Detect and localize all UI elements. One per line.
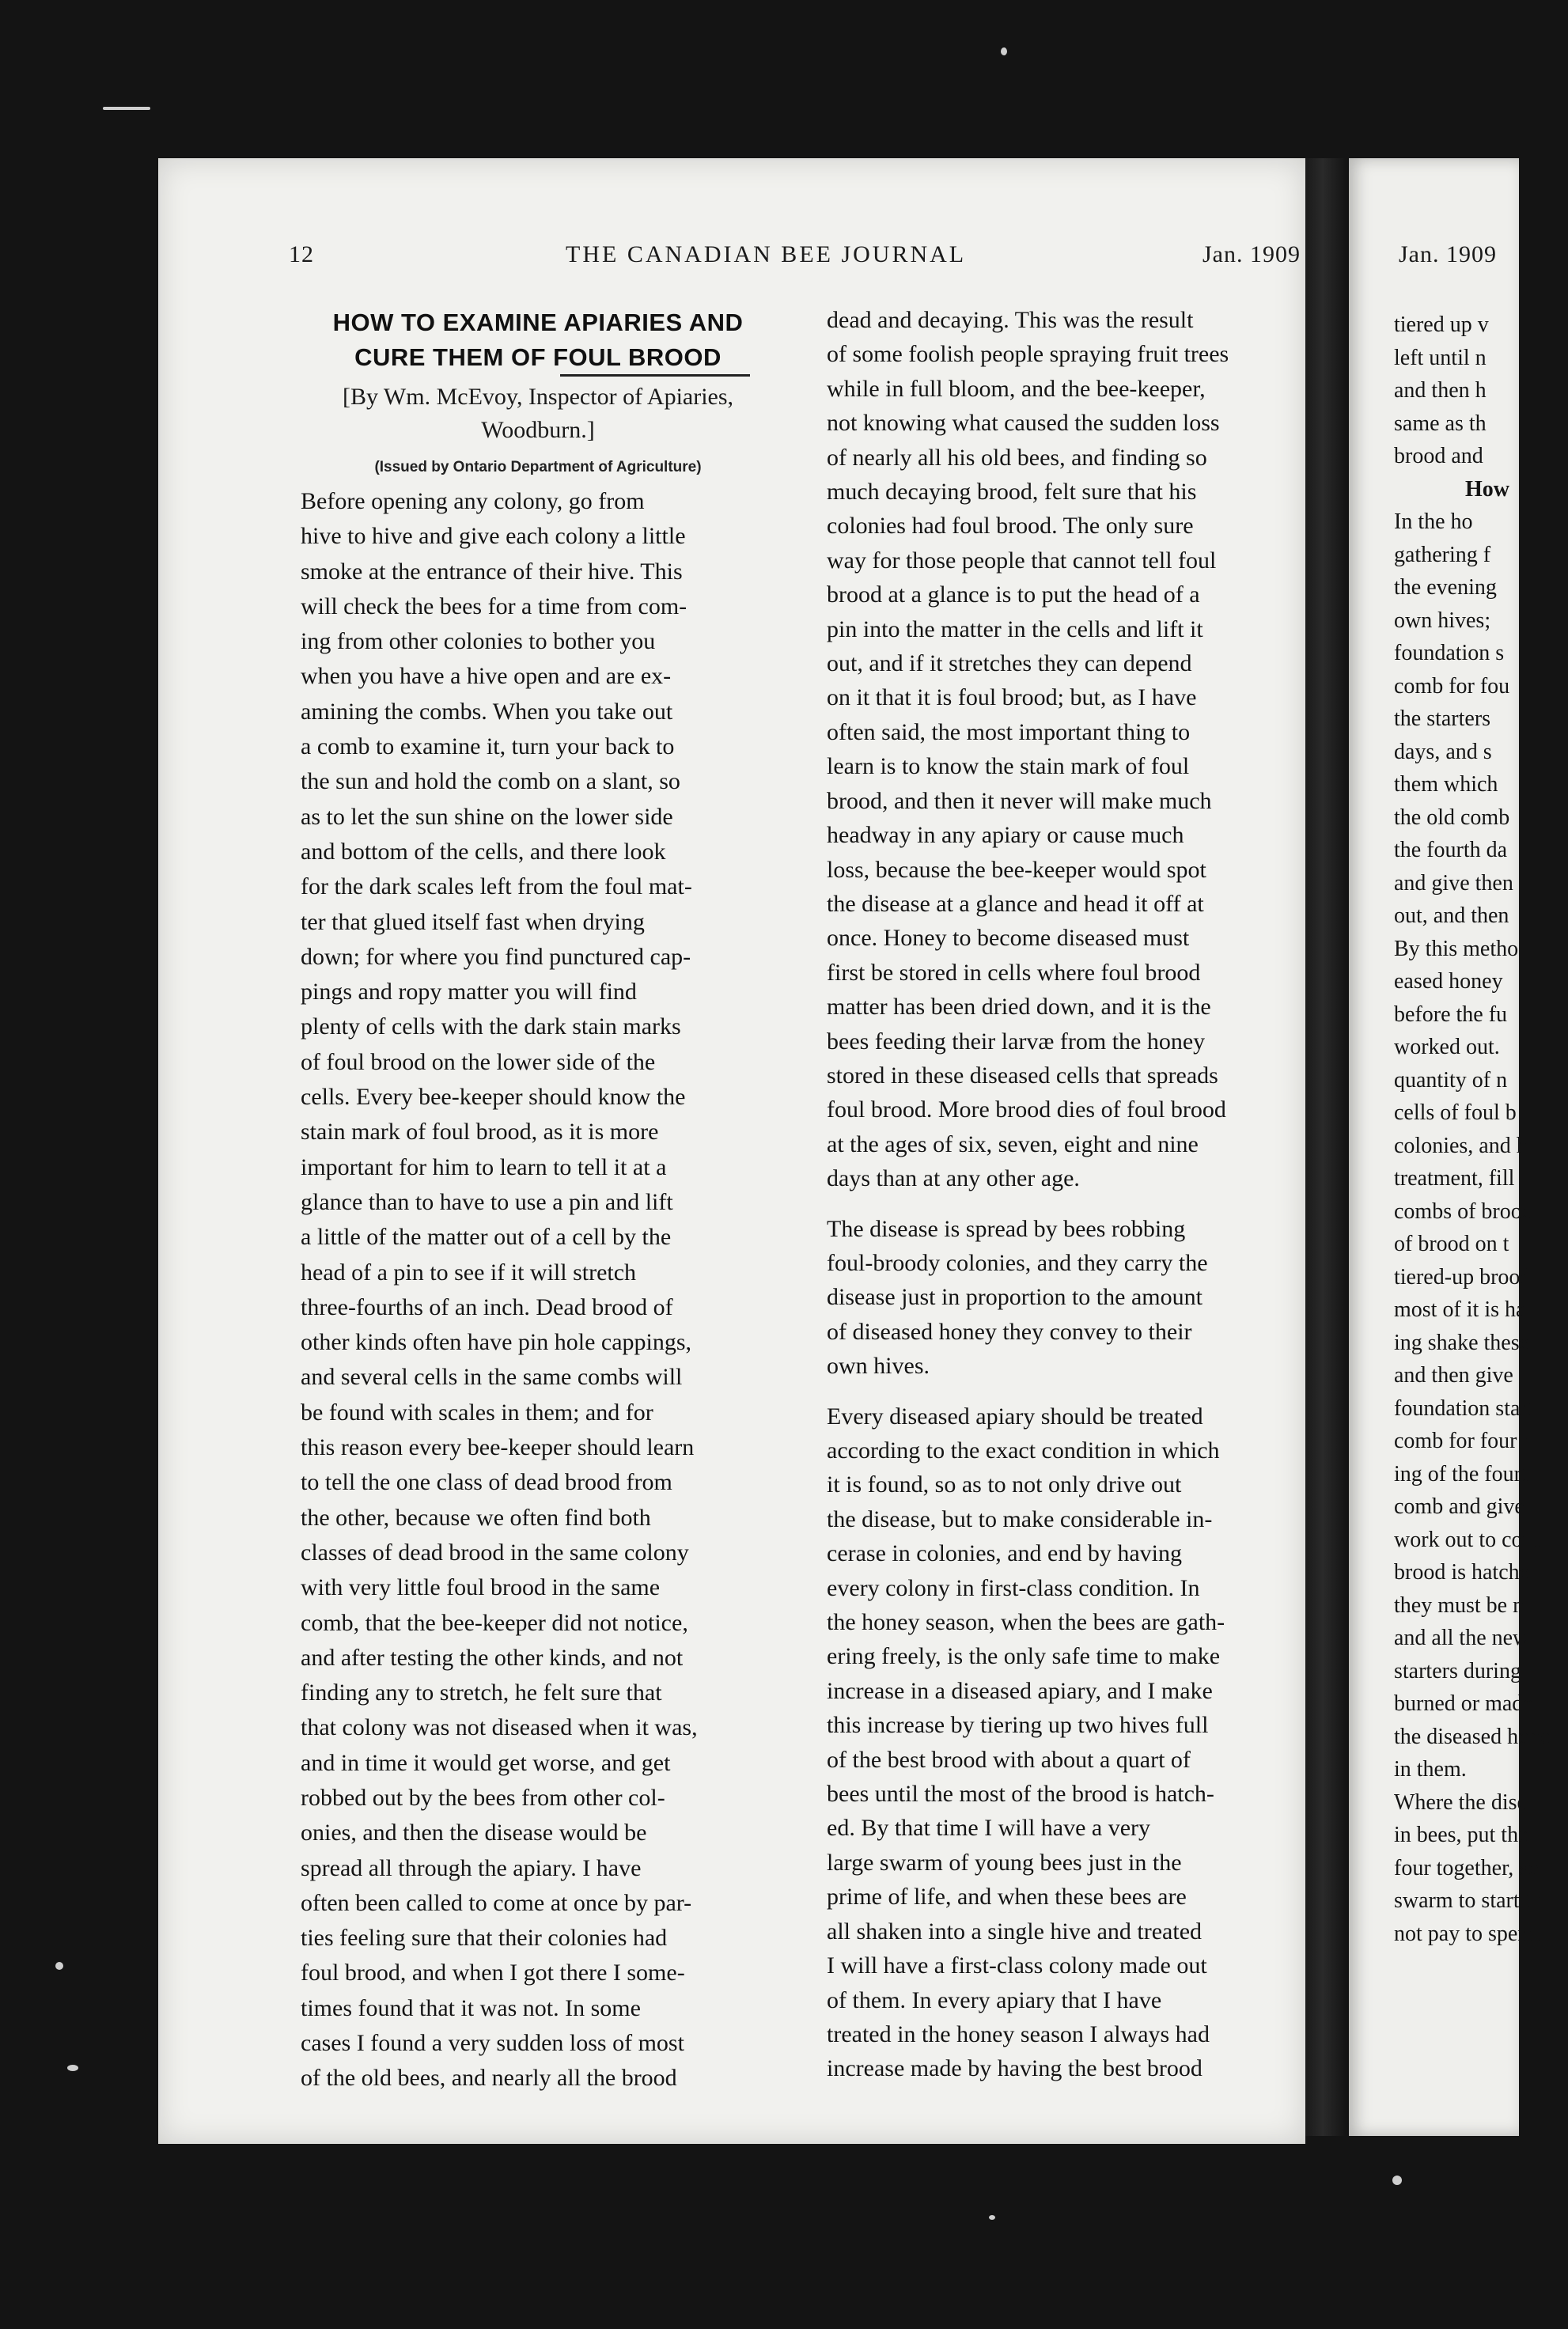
body-text-line: of them. In every apiary that I have <box>827 1986 1162 2013</box>
body-text-line: disease just in proportion to the amount <box>827 1284 1203 1311</box>
body-text-line: often been called to come at once by par- <box>301 1889 692 1916</box>
body-text-line: the sun and hold the comb on a slant, so <box>301 768 680 795</box>
facing-page-text-line: four together, so <box>1394 1855 1540 1880</box>
body-text-line: and bottom of the cells, and there look <box>301 838 666 865</box>
title-underline <box>560 374 750 377</box>
body-text-line: days than at any other age. <box>827 1165 1080 1192</box>
body-text-line: it is found, so as to not only drive out <box>827 1471 1182 1498</box>
body-text-line: that colony was not diseased when it was, <box>301 1714 698 1741</box>
journal-title: THE CANADIAN BEE JOURNAL <box>566 241 967 267</box>
facing-page-text-line: in bees, put the <box>1394 1823 1528 1847</box>
body-text-line: of foul brood on the lower side of the <box>301 1048 656 1075</box>
facing-page-column <box>1394 309 1568 1950</box>
facing-page-text-line: eased honey <box>1394 969 1503 994</box>
body-text-line: all shaken into a single hive and treated <box>827 1918 1203 1945</box>
body-text-line: when you have a hive open and are ex- <box>301 663 672 690</box>
facing-page-text-line: out, and then <box>1394 903 1509 928</box>
body-text-line: stain mark of foul brood, as it is more <box>301 1119 659 1146</box>
facing-page-text-line: tiered-up brood <box>1394 1264 1532 1289</box>
body-text-line: bees until the most of the brood is hatch- <box>827 1781 1214 1808</box>
body-text-line: foul brood. More brood dies of foul brood <box>827 1096 1226 1123</box>
body-text-line: onies, and then the disease would be <box>301 1820 647 1846</box>
body-text-line: cells. Every bee-keeper should know the <box>301 1084 686 1111</box>
facing-page-text-line: they must be m <box>1394 1592 1530 1618</box>
facing-page-text-line: ing shake these <box>1394 1330 1530 1355</box>
facing-page-text-line: comb for fou <box>1394 673 1510 699</box>
facing-page-text-line: and give then <box>1394 870 1513 896</box>
body-text-line: Every diseased apiary should be treated <box>827 1403 1203 1430</box>
facing-page-text-line: How <box>1465 476 1509 502</box>
body-text-line: Before opening any colony, go from <box>301 488 645 514</box>
paragraph-gap <box>827 1196 1301 1212</box>
body-text-line: and in time it would get worse, and get <box>301 1749 671 1776</box>
page-number: 12 <box>289 241 314 267</box>
body-text-line: pings and ropy matter you will find <box>301 979 637 1005</box>
body-text-line: as to let the sun shine on the lower side <box>301 803 673 830</box>
body-text-line: spread all through the apiary. I have <box>301 1854 642 1881</box>
body-text-line: prime of life, and when these bees are <box>827 1884 1187 1911</box>
facing-page-text-line: combs of brood <box>1394 1199 1533 1224</box>
facing-page-text-line: comb for four d <box>1394 1429 1534 1453</box>
facing-page-text-line: ing of the fourt <box>1394 1461 1528 1486</box>
body-text-line: will check the bees for a time from com- <box>301 593 687 619</box>
body-text-line: brood, and then it never will make much <box>827 787 1212 814</box>
article-column-2 <box>827 303 1301 2086</box>
body-text-line: once. Honey to become diseased must <box>827 925 1190 952</box>
issued-by-note: (Issued by Ontario Department of Agriculture) <box>374 459 702 475</box>
body-text-line: of diseased honey they convey to their <box>827 1318 1192 1345</box>
body-text-line: loss, because the bee-keeper would spot <box>827 856 1206 883</box>
facing-page-text-line: work out to com <box>1394 1527 1540 1552</box>
facing-page-text-line: comb and give <box>1394 1494 1524 1519</box>
body-text-line: much decaying brood, felt sure that his <box>827 479 1197 506</box>
film-speck <box>103 107 150 110</box>
facing-page-text-line: cells of foul b <box>1394 1100 1517 1125</box>
body-text-line: to tell the one class of dead brood from <box>301 1469 672 1496</box>
facing-page-text-line: and then give <box>1394 1363 1513 1388</box>
body-text-line: the disease at a glance and head it off at <box>827 890 1204 917</box>
body-text-line: stored in these diseased cells that spreads <box>827 1062 1218 1089</box>
body-text-line: other kinds often have pin hole cappings, <box>301 1329 692 1356</box>
facing-page-text-line: the starters <box>1394 706 1491 731</box>
body-text-line: ties feeling sure that their colonies had <box>301 1925 668 1952</box>
body-text-line: head of a pin to see if it will stretch <box>301 1259 637 1286</box>
facing-page-text-line: brood and <box>1394 444 1483 468</box>
body-text-line: dead and decaying. This was the result <box>827 307 1194 333</box>
facing-page-text-line: them which <box>1394 772 1498 797</box>
body-text-line: pin into the matter in the cells and lift it <box>827 615 1203 642</box>
body-text-line: matter has been dried down, and it is the <box>827 994 1211 1021</box>
film-speck <box>1392 2176 1402 2185</box>
body-text-line: increase in a diseased apiary, and I make <box>827 1677 1213 1704</box>
body-text-line: robbed out by the bees from other col- <box>301 1784 665 1811</box>
facing-page-text-line: swarm to start th <box>1394 1888 1543 1913</box>
facing-page-text-line: the old comb <box>1394 805 1510 830</box>
body-text-line: learn is to know the stain mark of foul <box>827 753 1190 780</box>
body-text-line: ter that glued itself fast when drying <box>301 908 645 935</box>
facing-page-text-line: tiered up v <box>1394 312 1489 337</box>
facing-page-text-line: own hives; <box>1394 608 1491 633</box>
body-text-line: the other, because we often find both <box>301 1504 651 1531</box>
body-text-line: at the ages of six, seven, eight and nine <box>827 1130 1199 1157</box>
facing-page-text-line: and all the new <box>1394 1626 1529 1650</box>
body-text-line: this increase by tiering up two hives full <box>827 1712 1209 1739</box>
article-column-1 <box>301 484 791 2096</box>
body-text-line: foul brood, and when I got there I some- <box>301 1960 685 1986</box>
body-text-line: the disease, but to make considerable in- <box>827 1505 1213 1532</box>
body-text-line: hive to hive and give each colony a little <box>301 523 686 550</box>
facing-page-text-line: the evening <box>1394 575 1497 600</box>
body-text-line: three-fourths of an inch. Dead brood of <box>301 1293 673 1320</box>
facing-page-text-line: By this metho <box>1394 936 1519 961</box>
film-speck <box>55 1962 63 1970</box>
body-text-line: large swarm of young bees just in the <box>827 1849 1182 1876</box>
body-text-line: ing from other colonies to bother you <box>301 628 656 655</box>
facing-page-text-line: foundation s <box>1394 641 1505 665</box>
facing-page-text-line: not pay to spend <box>1394 1921 1540 1946</box>
body-text-line: while in full bloom, and the bee-keeper, <box>827 375 1206 402</box>
facing-page-text-line: days, and s <box>1394 739 1492 764</box>
facing-page-text-line: In the ho <box>1394 509 1473 534</box>
body-text-line: way for those people that cannot tell foul <box>827 547 1217 574</box>
page-gutter <box>1305 158 1349 2136</box>
body-text-line: every colony in first-class condition. In <box>827 1574 1200 1601</box>
facing-page-text-line: and then h <box>1394 378 1487 403</box>
body-text-line: the honey season, when the bees are gath- <box>827 1609 1225 1636</box>
facing-page-text-line: of brood on t <box>1394 1232 1509 1256</box>
body-text-line: smoke at the entrance of their hive. This <box>301 558 683 585</box>
body-text-line: foul-broody colonies, and they carry the <box>827 1249 1208 1276</box>
byline: [By Wm. McEvoy, Inspector of Apiaries, <box>342 384 734 410</box>
body-text-line: of nearly all his old bees, and finding so <box>827 444 1207 471</box>
facing-page-text-line: foundation start <box>1394 1396 1534 1421</box>
facing-page-text-line: left until n <box>1394 345 1487 370</box>
facing-page-text-line: worked out. <box>1394 1035 1500 1059</box>
film-speck <box>989 2215 995 2220</box>
body-text-line: first be stored in cells where foul brood <box>827 959 1201 986</box>
body-text-line: cases I found a very sudden loss of most <box>301 2030 684 2057</box>
body-text-line: plenty of cells with the dark stain marks <box>301 1013 681 1040</box>
facing-page-date: Jan. 1909 <box>1399 241 1497 267</box>
paragraph-gap <box>827 1384 1301 1399</box>
body-text-line: a comb to examine it, turn your back to <box>301 733 675 760</box>
body-text-line: amining the combs. When you take out <box>301 698 673 725</box>
body-text-line: for the dark scales left from the foul mat- <box>301 873 692 900</box>
body-text-line: finding any to stretch, he felt sure that <box>301 1680 662 1706</box>
body-text-line: of some foolish people spraying fruit trees <box>827 341 1229 368</box>
body-text-line: out, and if it stretches they can depend <box>827 650 1192 677</box>
body-text-line: on it that it is foul brood; but, as I have <box>827 684 1197 711</box>
body-text-line: this reason every bee-keeper should learn <box>301 1434 695 1461</box>
body-text-line: times found that it was not. In some <box>301 1994 641 2021</box>
facing-page-text-line: colonies, and h <box>1394 1133 1528 1158</box>
body-text-line: headway in any apiary or cause much <box>827 822 1184 849</box>
body-text-line: be found with scales in them; and for <box>301 1399 653 1426</box>
body-text-line: not knowing what caused the sudden loss <box>827 410 1220 437</box>
body-text-line: own hives. <box>827 1353 930 1380</box>
body-text-line: with very little foul brood in the same <box>301 1574 661 1601</box>
facing-page-text-line: starters during <box>1394 1658 1521 1683</box>
body-text-line: and after testing the other kinds, and not <box>301 1644 684 1671</box>
body-text-line: increase made by having the best brood <box>827 2055 1203 2082</box>
facing-page-text-line: before the fu <box>1394 1002 1508 1027</box>
body-text-line: ering freely, is the only safe time to make <box>827 1643 1221 1670</box>
body-text-line: treated in the honey season I always had <box>827 2020 1210 2047</box>
facing-page-text-line: brood is hatche <box>1394 1560 1530 1585</box>
byline-location: Woodburn.] <box>481 417 595 443</box>
body-text-line: ed. By that time I will have a very <box>827 1815 1151 1842</box>
body-text-line: of the best brood with about a quart of <box>827 1746 1191 1773</box>
facing-page-text-line: the diseased hone <box>1394 1724 1551 1749</box>
facing-page-text-line: gathering f <box>1394 542 1491 567</box>
body-text-line: of the old bees, and nearly all the brood <box>301 2065 677 2092</box>
facing-page-text-line: the fourth da <box>1394 838 1508 862</box>
body-text-line: down; for where you find punctured cap- <box>301 943 691 970</box>
body-text-line: colonies had foul brood. The only sure <box>827 513 1194 540</box>
film-speck <box>67 2065 78 2071</box>
article-title-line-2: CURE THEM OF FOUL BROOD <box>354 343 722 371</box>
body-text-line: cerase in colonies, and end by having <box>827 1540 1183 1567</box>
body-text-line: classes of dead brood in the same colony <box>301 1539 689 1566</box>
body-text-line: brood at a glance is to put the head of a <box>827 581 1200 608</box>
article-title-line-1: HOW TO EXAMINE APIARIES AND <box>332 309 744 336</box>
body-text-line: glance than to have to use a pin and lift <box>301 1188 673 1215</box>
issue-date: Jan. 1909 <box>1203 241 1301 267</box>
body-text-line: important for him to learn to tell it at a <box>301 1153 667 1180</box>
body-text-line: a little of the matter out of a cell by the <box>301 1224 672 1251</box>
facing-page-text-line: in them. <box>1394 1757 1467 1782</box>
facing-page-text-line: burned or made <box>1394 1691 1533 1716</box>
body-text-line: and several cells in the same combs will <box>301 1364 683 1391</box>
facing-page-text-line: same as th <box>1394 411 1487 436</box>
facing-page-text-line: most of it is ha <box>1394 1297 1526 1322</box>
body-text-line: I will have a first-class colony made out <box>827 1952 1207 1979</box>
body-text-line: comb, that the bee-keeper did not notice, <box>301 1609 688 1636</box>
facing-page-text-line: Where the dise <box>1394 1789 1527 1815</box>
facing-page-text-line: treatment, fill <box>1394 1166 1515 1191</box>
body-text-line: The disease is spread by bees robbing <box>827 1215 1186 1242</box>
facing-page-text-line: quantity of n <box>1394 1067 1508 1093</box>
body-text-line: according to the exact condition in which <box>827 1437 1220 1464</box>
body-text-line: often said, the most important thing to <box>827 718 1191 745</box>
body-text-line: bees feeding their larvæ from the honey <box>827 1028 1206 1055</box>
film-speck <box>1001 47 1007 55</box>
